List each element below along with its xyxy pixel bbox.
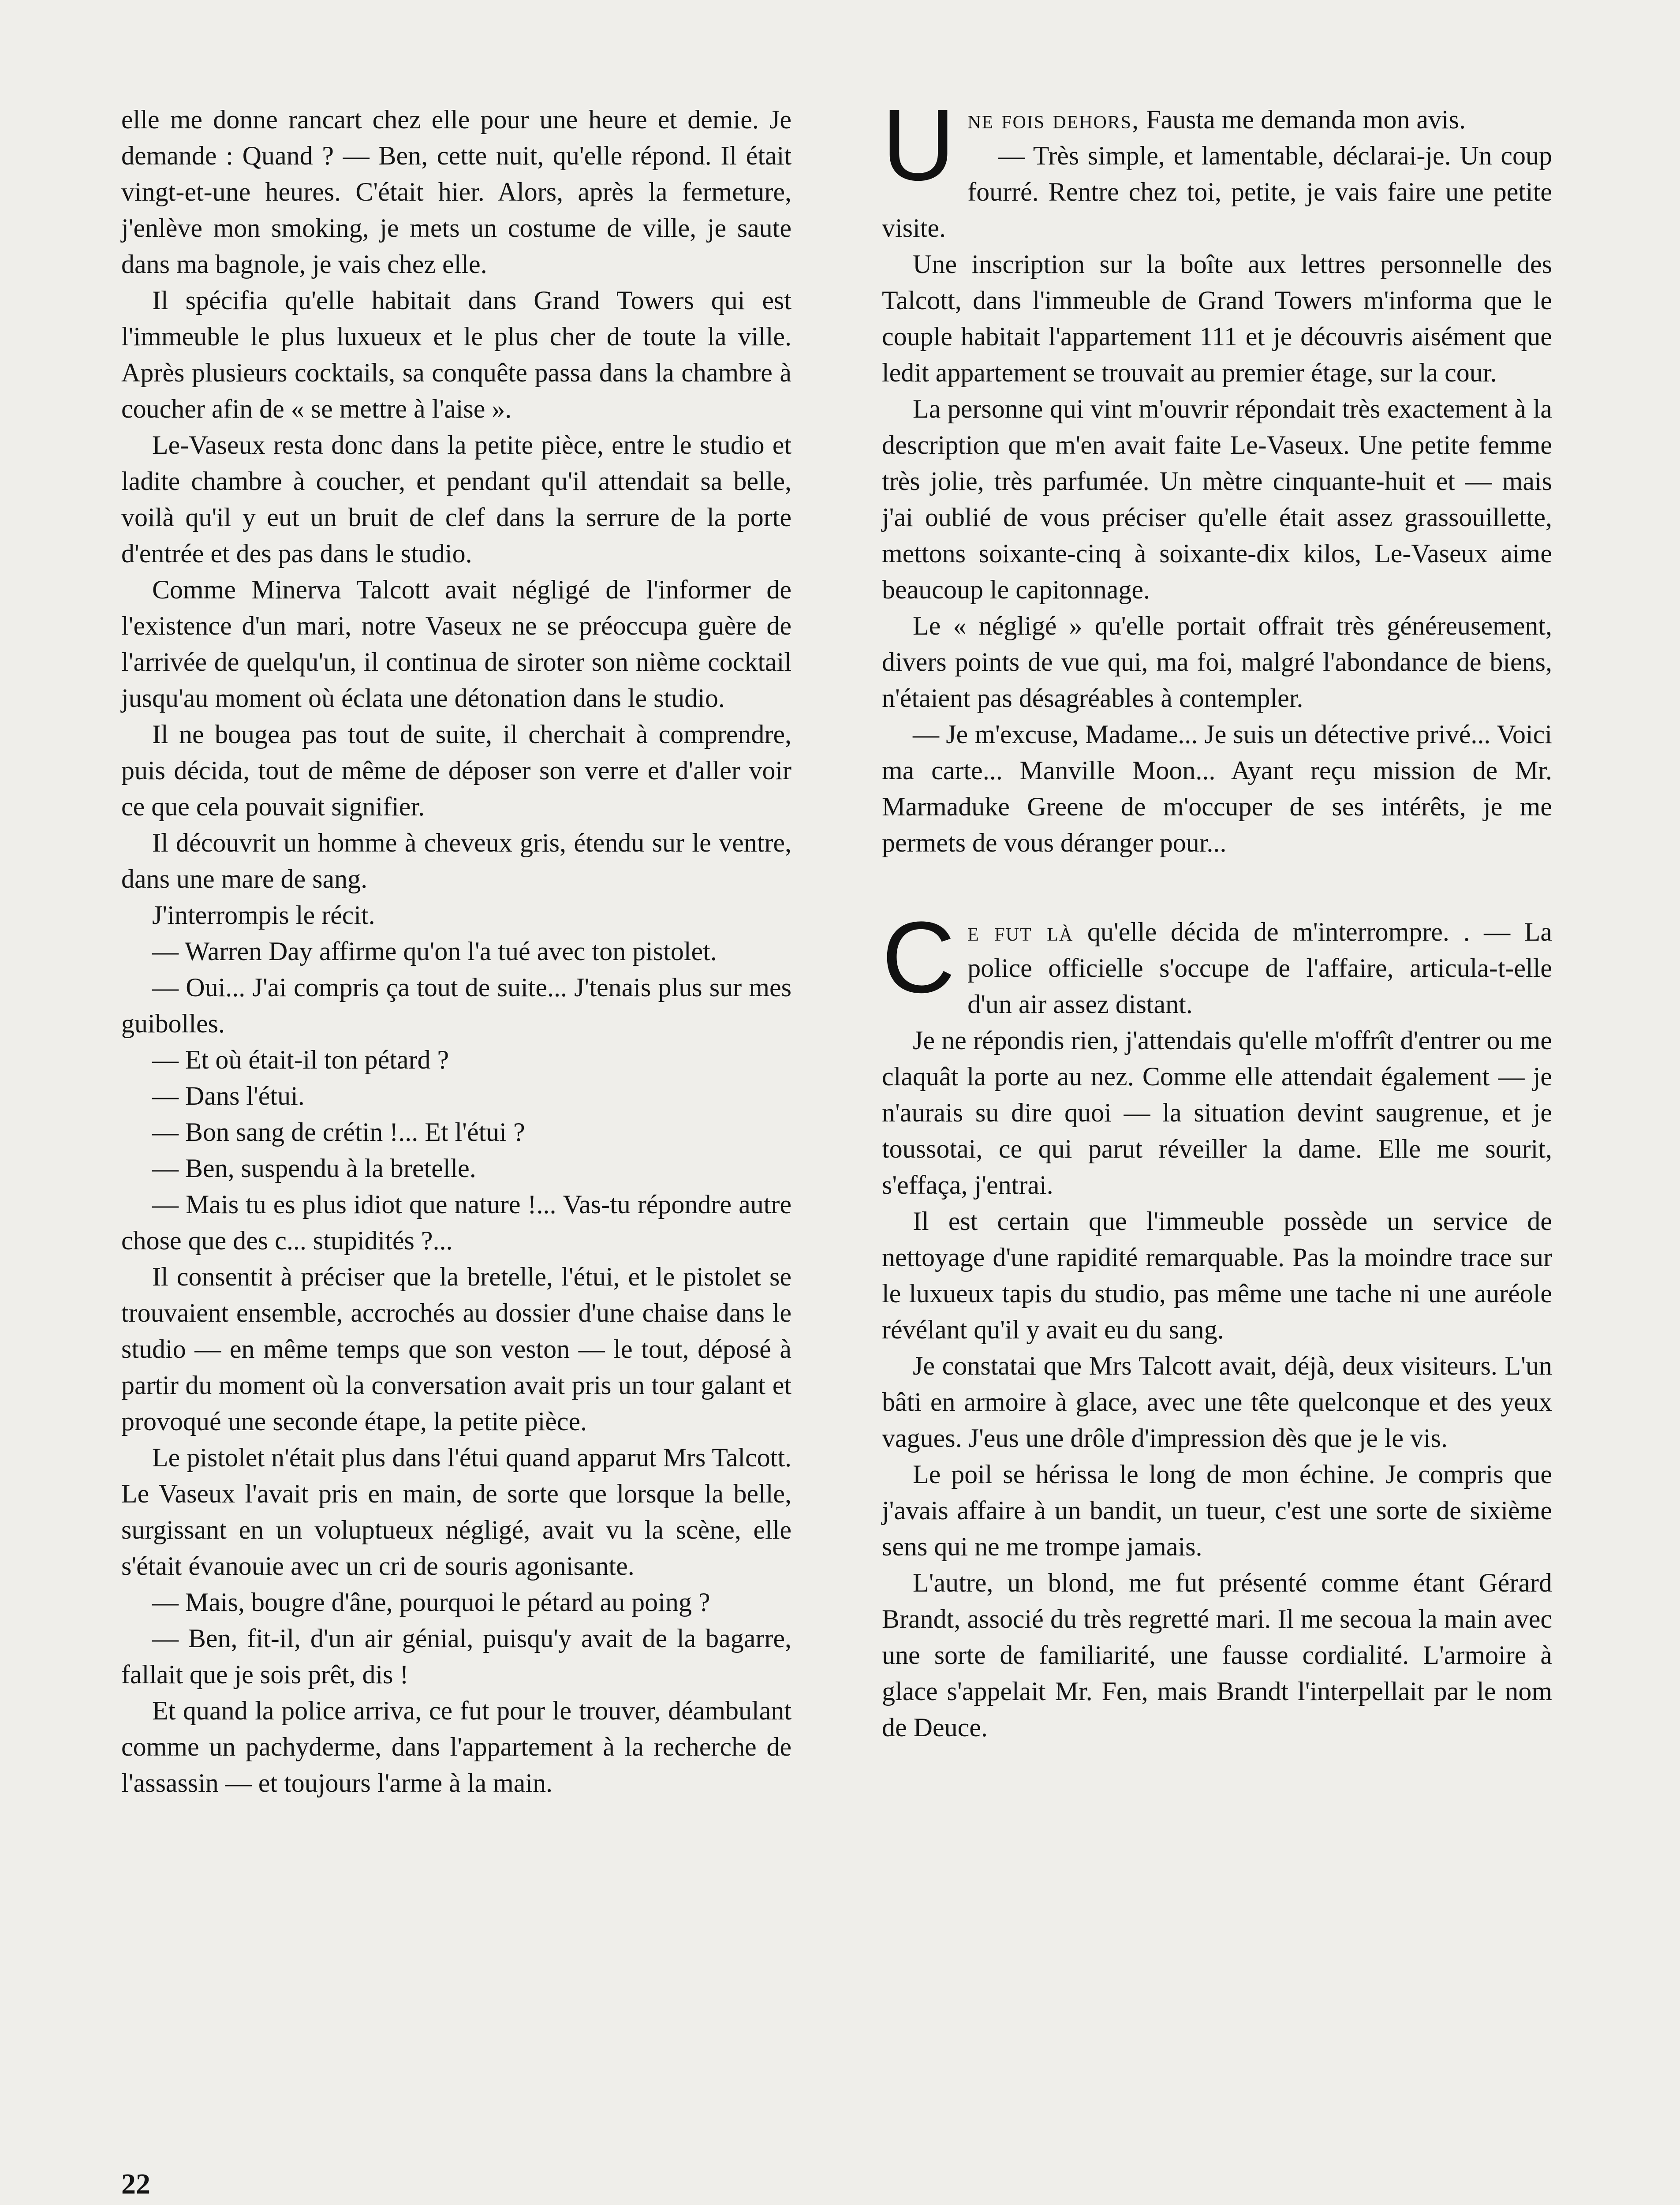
paragraph: Une inscription sur la boîte aux lettres personnelle des Talcott, dans l'immeuble de Grand Towers m'informa que le couple habitait l'appartement 111 et je découvris aisément que ledit appartement se trouvait au premier étage, sur la cour. [882,250,1552,387]
lead-small-caps: ne fois dehors, [967,105,1140,134]
section-une-fois-dehors [882,88,1552,861]
paragraph: Le « négligé » qu'elle portait offrait très généreusement, divers points de vue qui, ma foi, malgré l'abondance de biens, n'étaient pas désagréables à contempler. [882,611,1552,713]
paragraph: — Mais tu es plus idiot que nature !... Vas-tu répondre autre chose que des c... stupidités ?... [121,1190,791,1255]
paragraph: Je ne répondis rien, j'attendais qu'elle m'offrît d'entrer ou me claquât la porte au nez. Comme elle attendait également — je n'aurais su dire quoi — la situation devint saugrenue, et je toussotai, ce qui parut réveiller la dame. Elle me sourit, s'effaça, j'entrai. [882,1026,1552,1200]
paragraph: — Je m'excuse, Madame... Je suis un détective privé... Voici ma carte... Manville Moon... Ayant reçu mission de Mr. Marmaduke Greene de m'occuper de ses intérêts, je me permets de vous déranger pour... [882,720,1552,857]
paragraph: Il consentit à préciser que la bretelle, l'étui, et le pistolet se trouvaient ensemble, accrochés au dossier d'une chaise dans le studio — en même temps que son veston — le tout, déposé à partir du moment où la conversation avait pris un tour galant et provoqué une seconde étape, la petite pièce. [121,1262,791,1436]
paragraph: — Dans l'étui. [152,1081,305,1110]
paragraph: Il est certain que l'immeuble possède un service de nettoyage d'une rapidité remarquable. Pas la moindre trace sur le luxueux tapis du studio, pas même une tache ni une auréole révélant qu'il y avait eu du sang. [882,1207,1552,1344]
drop-cap-u: U [882,88,956,202]
drop-cap-c: C [882,901,956,1014]
paragraph: La personne qui vint m'ouvrir répondait très exactement à la description que m'en avait faite Le-Vaseux. Une petite femme très jolie, très parfumée. Un mètre cinquante-huit et — mais j'ai oublié de vous préciser qu'elle était assez grassouillette, mettons soixante-cinq à soixante-dix kilos, Le-Vaseux aime beaucoup le capitonnage. [882,394,1552,604]
lead-small-caps: e fut là [967,917,1074,946]
lead-rest: Fausta me demanda mon avis. [1139,105,1466,134]
section-lead [882,901,1552,1022]
paragraph: — Ben, fit-il, d'un air génial, puisqu'y avait de la bagarre, fallait que je sois prêt, dis ! [121,1624,791,1689]
paragraph: — Oui... J'ai compris ça tout de suite... J'tenais plus sur mes guibolles. [121,973,791,1038]
lead-rest: qu'elle décida de m'interrompre. . — La police officielle s'occupe de l'affaire, articula-t-elle d'un air assez distant. [967,917,1552,1019]
paragraph: — Warren Day affirme qu'on l'a tué avec ton pistolet. [152,937,717,966]
right-column [882,88,1552,1745]
paragraph: J'interrompis le récit. [152,901,375,930]
page-number: 22 [121,2168,150,2200]
paragraph: Je constatai que Mrs Talcott avait, déjà, deux visiteurs. L'un bâti en armoire à glace, avec une tête quelconque et des yeux vagues. J'eus une drôle d'impression dès que je le vis. [882,1351,1552,1453]
paragraph: — Et où était-il ton pétard ? [152,1045,449,1074]
paragraph: Le poil se hérissa le long de mon échine. Je compris que j'avais affaire à un bandit, un tueur, c'est une sorte de sixième sens qui ne me trompe jamais. [882,1460,1552,1561]
section-lead [882,101,1552,138]
paragraph: Le-Vaseux resta donc dans la petite pièce, entre le studio et ladite chambre à coucher, et pendant qu'il attendait sa belle, voilà qu'il y eut un bruit de clef dans la serrure de la porte d'entrée et des pas dans le studio. [121,430,791,568]
paragraph: elle me donne rancart chez elle pour une heure et demie. Je demande : Quand ? — Ben, cette nuit, qu'elle répond. Il était vingt-et-une heures. C'était hier. Alors, après la fermeture, j'enlève mon smoking, je mets un costume de ville, je saute dans ma bagnole, je vais chez elle. [121,105,791,279]
paragraph: — Ben, suspendu à la bretelle. [152,1154,476,1183]
paragraph: L'autre, un blond, me fut présenté comme étant Gérard Brandt, associé du très regretté mari. Il me secoua la main avec une sorte de familiarité, une fausse cordialité. L'armoire à glace s'appelait Mr. Fen, mais Brandt l'interpellait par le nom de Deuce. [882,1568,1552,1742]
paragraph: — Mais, bougre d'âne, pourquoi le pétard au poing ? [152,1588,710,1617]
section-ce-fut-la [882,901,1552,1745]
paragraph: Et quand la police arriva, ce fut pour le trouver, déambulant comme un pachyderme, dans l'appartement à la recherche de l'assassin — et toujours l'arme à la main. [121,1696,791,1798]
paragraph: Le pistolet n'était plus dans l'étui quand apparut Mrs Talcott. Le Vaseux l'avait pris en main, de sorte que lorsque la belle, surgissant en un voluptueux négligé, avait vu la scène, elle s'était évanouie avec un cri de souris agonisante. [121,1443,791,1581]
paragraph: Il ne bougea pas tout de suite, il cherchait à comprendre, puis décida, tout de même de déposer son verre et d'aller voir ce que cela pouvait signifier. [121,720,791,821]
paragraph: — Très simple, et lamentable, déclarai-je. Un coup fourré. Rentre chez toi, petite, je vais faire une petite visite. [882,141,1552,243]
paragraph: Il découvrit un homme à cheveux gris, étendu sur le ventre, dans une mare de sang. [121,828,791,893]
paragraph: Il spécifia qu'elle habitait dans Grand Towers qui est l'immeuble le plus luxueux et le plus cher de toute la ville. Après plusieurs cocktails, sa conquête passa dans la chambre à coucher afin de « se mettre à l'aise ». [121,286,791,423]
paragraph: — Bon sang de crétin !... Et l'étui ? [152,1117,525,1147]
left-column [121,101,791,1801]
paragraph: Comme Minerva Talcott avait négligé de l'informer de l'existence d'un mari, notre Vaseux ne se préoccupa guère de l'arrivée de quelqu'un, il continua de siroter son nième cocktail jusqu'au moment où éclata une détonation dans le studio. [121,575,791,713]
